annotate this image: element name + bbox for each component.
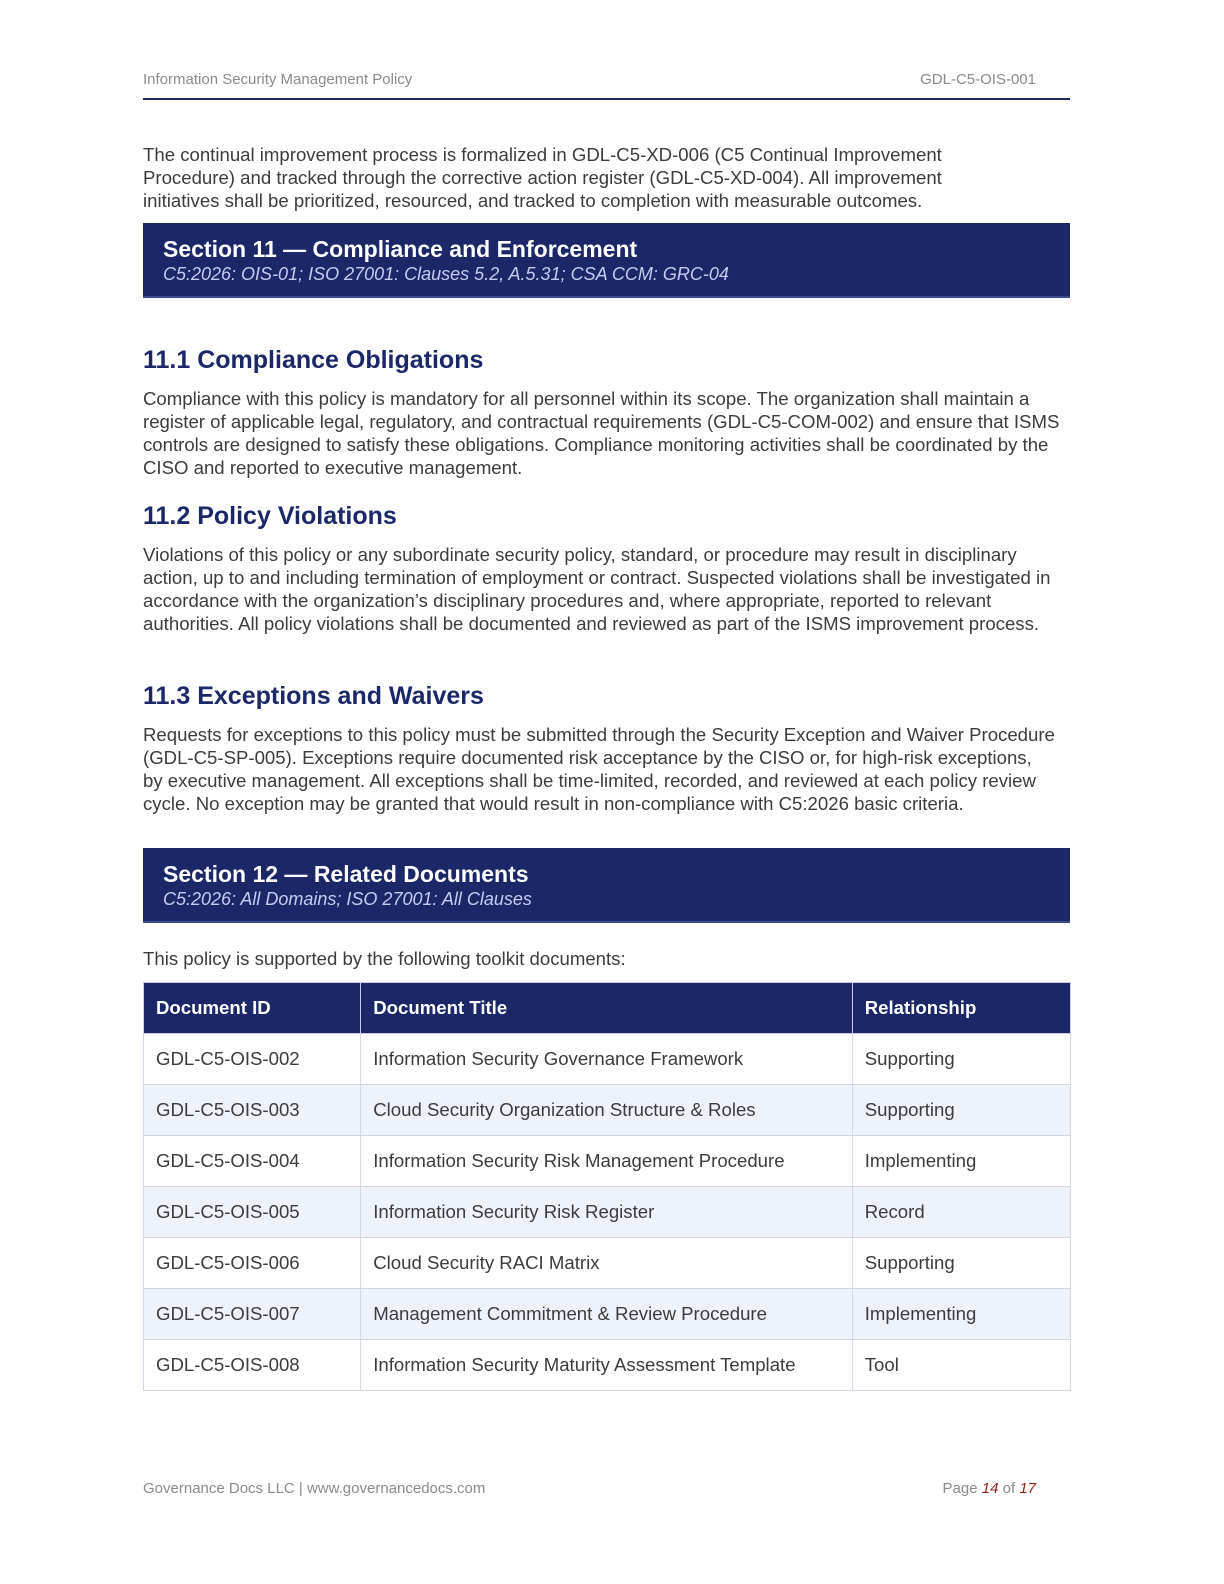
page-label: Page [942, 1480, 978, 1497]
table-row [144, 1085, 1071, 1136]
cell-document-title: Management Commitment & Review Procedure [361, 1289, 853, 1340]
subsection-body-11-1: Compliance with this policy is mandatory for all personnel within its scope. The organization shall maintain a register of applicable legal, regulatory, and contractual requirements (GDL-C5-COM-002) and ensure that ISMS controls are designed to satisfy these obligations. Compliance monitoring activities shall be coordinated by the CISO and reported to executive management. [143, 388, 1060, 478]
cell-relationship: Supporting [852, 1085, 1070, 1136]
page-current: 14 [981, 1480, 999, 1497]
subsection-heading-11-1: 11.1 Compliance Obligations [143, 346, 484, 374]
intro-paragraph: The continual improvement process is formalized in GDL-C5-XD-006 (C5 Continual Improvement Procedure) and tracked through the corrective action register (GDL-C5-XD-004). All improvement initiatives shall be prioritized, resourced, and tracked to completion with measurable outcomes. [143, 144, 942, 211]
table-row [144, 1136, 1071, 1187]
header-doc-id: GDL-C5-OIS-001 [920, 71, 1036, 88]
subsection-body-11-2: Violations of this policy or any subordinate security policy, standard, or procedure may result in disciplinary action, up to and including termination of employment or contract. Suspected violations shall be investigated in accordance with the organization’s disciplinary procedures and, where appropriate, reported to relevant authorities. All policy violations shall be documented and reviewed as part of the ISMS improvement process. [143, 544, 1051, 634]
section-12-refs: C5:2026: All Domains; ISO 27001: All Clauses [163, 889, 532, 909]
running-header [143, 70, 1070, 100]
subsection-body-11-3: Requests for exceptions to this policy must be submitted through the Security Exception and Waiver Procedure (GDL-C5-SP-005). Exceptions require documented risk acceptance by the CISO or, for high-risk exceptions, by executive management. All exceptions shall be time-limited, recorded, and reviewed at each policy review cycle. No exception may be granted that would result in non-compliance with C5:2026 basic criteria. [143, 724, 1055, 814]
cell-relationship: Supporting [852, 1238, 1070, 1289]
of-label: of [1002, 1480, 1016, 1497]
header-title: Information Security Management Policy [143, 71, 413, 88]
subsection-heading-11-2: 11.2 Policy Violations [143, 502, 397, 530]
cell-document-id: GDL-C5-OIS-003 [144, 1085, 361, 1136]
section-12-title: Section 12 — Related Documents [163, 861, 529, 887]
cell-document-title: Information Security Governance Framework [361, 1034, 853, 1085]
cell-relationship: Supporting [852, 1034, 1070, 1085]
cell-document-title: Information Security Risk Register [361, 1187, 853, 1238]
cell-document-id: GDL-C5-OIS-002 [144, 1034, 361, 1085]
cell-document-title: Cloud Security RACI Matrix [361, 1238, 853, 1289]
section-12-banner [143, 848, 1070, 923]
related-docs-intro: This policy is supported by the following toolkit documents: [143, 948, 626, 969]
cell-document-id: GDL-C5-OIS-008 [144, 1340, 361, 1391]
cell-document-title: Information Security Maturity Assessment Template [361, 1340, 853, 1391]
page-number [943, 1480, 1036, 1497]
cell-document-id: GDL-C5-OIS-007 [144, 1289, 361, 1340]
cell-document-id: GDL-C5-OIS-004 [144, 1136, 361, 1187]
section-11-banner [143, 223, 1070, 298]
cell-document-title: Cloud Security Organization Structure & Roles [361, 1085, 853, 1136]
table-row [144, 1187, 1071, 1238]
cell-relationship: Record [852, 1187, 1070, 1238]
column-header-relationship: Relationship [852, 983, 1070, 1034]
column-header-document-id: Document ID [144, 983, 361, 1034]
table-row [144, 1034, 1071, 1085]
table-row [144, 1238, 1071, 1289]
cell-relationship: Implementing [852, 1289, 1070, 1340]
cell-document-id: GDL-C5-OIS-005 [144, 1187, 361, 1238]
related-documents-table [143, 982, 1071, 1391]
cell-document-title: Information Security Risk Management Procedure [361, 1136, 853, 1187]
section-11-refs: C5:2026: OIS-01; ISO 27001: Clauses 5.2, A.5.31; CSA CCM: GRC-04 [163, 264, 729, 284]
footer-company: Governance Docs LLC | www.governancedocs.com [143, 1480, 486, 1497]
table-row [144, 1340, 1071, 1391]
column-header-document-title: Document Title [361, 983, 853, 1034]
section-11-title: Section 11 — Compliance and Enforcement [163, 236, 638, 262]
cell-document-id: GDL-C5-OIS-006 [144, 1238, 361, 1289]
table-row [144, 1289, 1071, 1340]
cell-relationship: Tool [852, 1340, 1070, 1391]
table-header-row [144, 983, 1071, 1034]
subsection-heading-11-3: 11.3 Exceptions and Waivers [143, 682, 484, 710]
page-total: 17 [1019, 1480, 1036, 1497]
cell-relationship: Implementing [852, 1136, 1070, 1187]
